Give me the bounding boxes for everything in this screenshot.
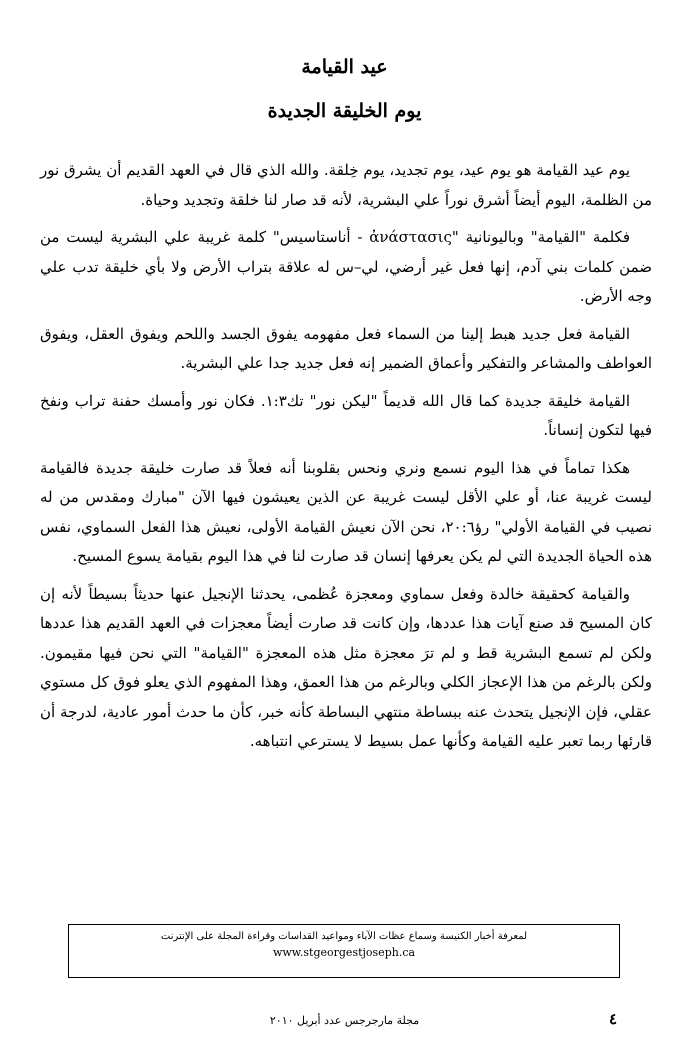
paragraph: يوم عيد القيامة هو يوم عيد، يوم تجديد، يوم خِلقة. والله الذي قال في العهد القديم أن يشرق نور من الظلمة، اليوم أيضاً أشرق نوراً علي البشرية، لأنه قد صار لنا خلقة وتجديد وحياة. [40,161,652,209]
page-subtitle: يوم الخليقة الجديدة [267,100,422,122]
paragraph: القيامة خليقة جديدة كما قال الله قديماً "ليكن نور" تك١:٣. فكان نور وأمسك حفنة تراب ونفخ فيها لتكون إنساناً. [40,391,652,439]
page-title: عيد القيامة [301,56,388,78]
paragraph: القيامة فعل جديد هبط إلينا من السماء فعل مفهومه يفوق الجسد واللحم ويفوق العقل، ويفوق العواطف والمشاعر والتفكير وأعماق الضمير إنه فعل جديد جدا علي البشرية. [40,324,652,372]
paragraph: هكذا تماماً في هذا اليوم نسمع ونري ونحس بقلوبنا أنه فعلاً قد صارت خليقة جديدة فالقيامة ليست غريبة عنا، أو علي الأقل ليست غريبة عن الذين يعيشون فيها الآن "مبارك ومقدس من له نصيب في القيامة الأولي" رؤ٢٠:٦، نحن الآن نعيش القيامة الأولى، نعيش هذا الفعل السماوي، نفس هذه الحياة الجديدة التي لم يكن يعرفها إنسان قد صارت لنا في هذا اليوم بقيامة يسوع المسيح. [40,458,653,565]
website-link[interactable]: www.stgeorgestjoseph.ca [272,946,416,959]
page-number: ٤ [608,1010,617,1028]
paragraph: والقيامة كحقيقة خالدة وفعل سماوي ومعجزة عُظمى، يحدثنا الإنجيل عنها حديثاً بسيطاً لأنه إن كان المسيح قد صنع آيات هذا عددها، وإن كانت قد صارت أيضاً معجزات في العهد القديم هذا عددها ولكن لم تسمع البشرية قط و لم ترَ معجزة مثل هذه المعجزة "القيامة" التي نحن فيها مقيمون. ولكن بالرغم من هذا الإعجاز الكلي وبالرغم من هذا العمق، وهذا المفهوم الذي يعلو فوق كل مستوي عقلي، فإن الإنجيل يتحدث عنه ببساطة منتهي البساطة كأنه خبر، كأن ما حدث أمور عادية، لدرجة أن قارئها ربما تعبر عليه القيامة وكأنها عمل بسيط لا يسترعي انتباهه. [40,584,652,750]
magazine-info: مجلة مارجرجس عدد أبريل ٢٠١٠ [269,1014,420,1027]
article-body [40,156,652,765]
notice-box [68,924,620,978]
paragraph: فكلمة "القيامة" وباليونانية "ἀνάστασις - أناستاسيس" كلمة غريبة علي البشرية ليست من ضمن كلمات بني آدم، إنها فعل غير أرضي، لي–س له علاقة بتراب الأرض ولا بأي خليقة تدب علي وجه الأرض. [40,228,652,305]
notice-text: لمعرفة أخبار الكنيسة وسماع عظات الآباء ومواعيد القداسات وقراءة المجلة على الإنترنت [160,931,528,942]
